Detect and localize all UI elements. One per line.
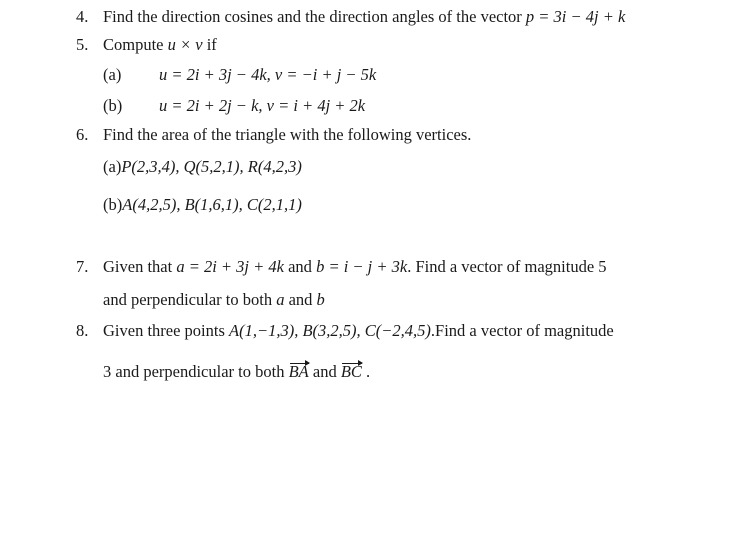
question-5a	[103, 65, 377, 85]
part-label: (b)	[103, 96, 123, 115]
vector-ba: BA	[288, 362, 309, 381]
question-number: 8.	[76, 321, 89, 340]
math-expression: P(2,3,4), Q(5,2,1), R(4,2,3)	[121, 157, 302, 176]
question-text: Compute	[103, 35, 168, 54]
math-expression: b	[316, 290, 325, 309]
question-number: 7.	[76, 257, 89, 276]
part-label: (b)	[103, 195, 123, 214]
question-5b	[103, 96, 366, 116]
question-6b	[103, 195, 302, 215]
question-8-continued	[103, 362, 370, 382]
math-expression: a = 2i + 3j + 4k	[176, 257, 284, 276]
math-expression: u = 2i + 2j − k, v = i + 4j + 2k	[159, 96, 366, 115]
part-label: (a)	[103, 65, 122, 84]
question-7-continued	[103, 290, 325, 310]
question-number: 6.	[76, 125, 89, 144]
part-label: (a)	[103, 157, 122, 176]
vector-bc: BC	[340, 362, 362, 381]
question-text: .Find a vector of magnitude	[430, 321, 614, 340]
math-expression: u = 2i + 3j − 4k, v = −i + j − 5k	[159, 65, 377, 84]
question-text: Find the direction cosines and the direction angles of the vector	[103, 7, 526, 26]
question-text: and	[308, 362, 341, 381]
math-expression: A(1,−1,3), B(3,2,5), C(−2,4,5)	[229, 321, 431, 340]
question-text: . Find a vector of magnitude 5	[407, 257, 607, 276]
question-7	[76, 257, 607, 277]
question-text: if	[206, 35, 217, 54]
question-text: .	[366, 362, 371, 381]
question-text: Given three points	[103, 321, 230, 340]
question-5	[76, 35, 217, 55]
question-text: and perpendicular to both	[103, 290, 277, 309]
question-6	[76, 125, 471, 145]
question-text: and	[284, 290, 317, 309]
question-6a	[103, 157, 302, 177]
question-text: Given that	[103, 257, 177, 276]
question-text: and	[283, 257, 317, 276]
question-text: Find the area of the triangle with the following vertices.	[103, 125, 472, 144]
question-text: 3 and perpendicular to both	[103, 362, 289, 381]
question-4	[76, 7, 625, 27]
math-expression: p = 3i − 4j + k	[525, 7, 626, 26]
math-expression: u × v	[167, 35, 203, 54]
question-number: 5.	[76, 35, 89, 54]
question-8	[76, 321, 614, 341]
math-expression: a	[276, 290, 285, 309]
question-number: 4.	[76, 7, 89, 26]
math-expression: b = i − j + 3k	[316, 257, 408, 276]
math-expression: A(4,2,5), B(1,6,1), C(2,1,1)	[122, 195, 302, 214]
